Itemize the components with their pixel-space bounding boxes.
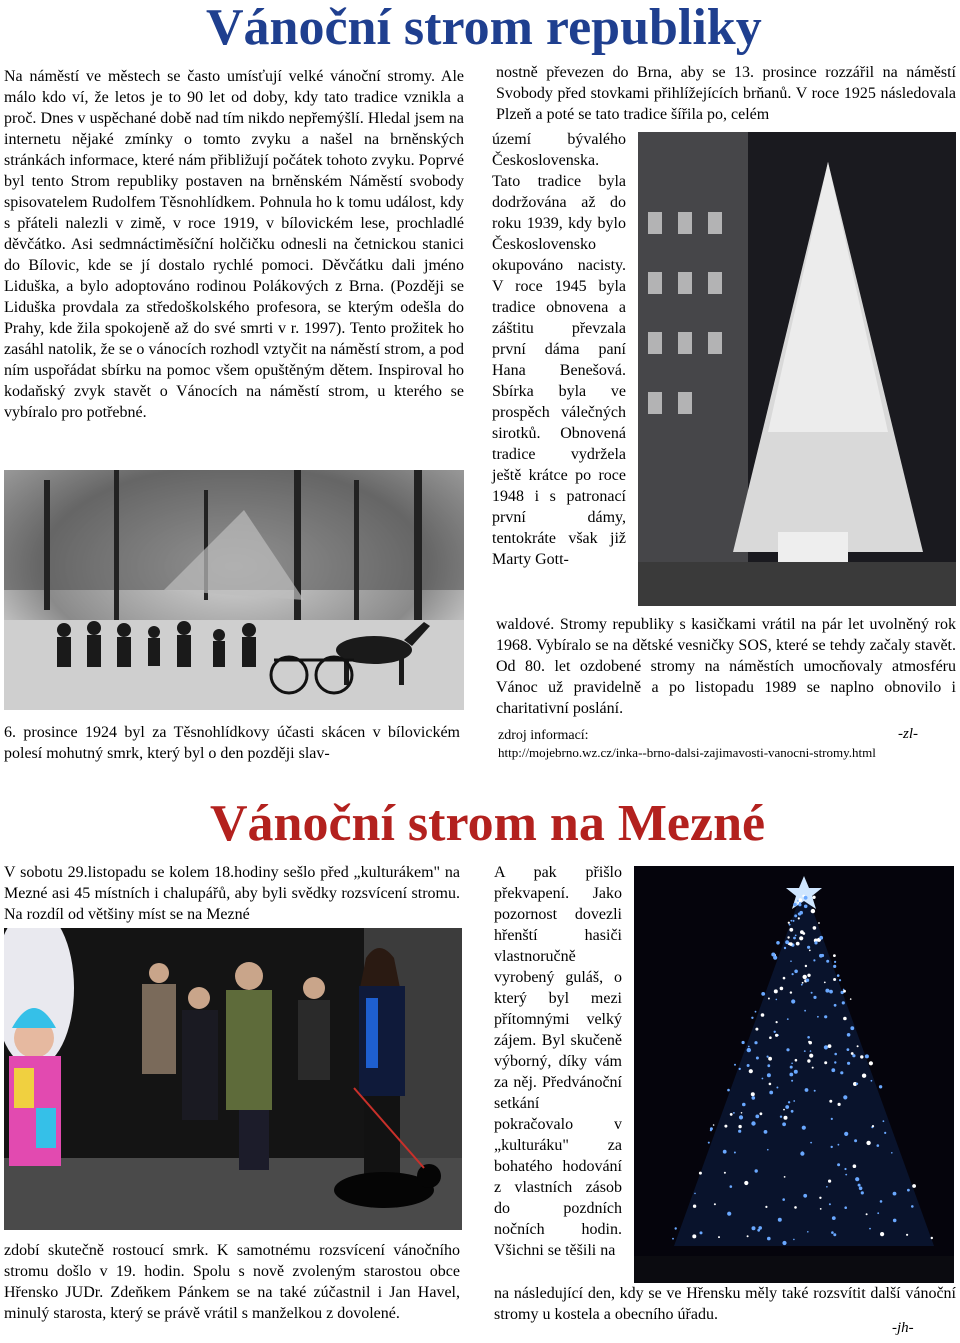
article2-title: Vánoční strom na Mezné — [210, 795, 766, 852]
article2-col1-text: V sobotu 29.listopadu se kolem 18.hodiny sešlo před „kulturákem" na Mezné asi 45 místních i chalupářů, aby byli svědky rozsvícení stromu. Na rozdíl od většiny míst se na Mezné — [4, 864, 460, 923]
article1-title: Vánoční strom republiky — [206, 0, 762, 56]
article2-col1-bottom-text: zdobí skutečně rostoucí smrk. K samotnému rozsvícení vánočního stromu došlo v 19. hodin. Spolu s nově zvoleným starostou obce Hřensko JUDr. Zdeňkem Pánkem se na také zúčastnil i Jan Havel, minulý starosta, který se právě vrátil s manželkou z dovolené. — [4, 1242, 460, 1322]
mezna-christmas-tree-photo — [634, 866, 954, 1283]
article2-col2-bottom-text: na následující den, kdy se ve Hřensku měly také rozsvítit další vánoční stromy u kostela a obecního úřadu. — [494, 1285, 956, 1323]
article1-col2-narrow-text: území bývalého Československa. Tato tradice byla dodržována až do roku 1939, kdy bylo Československo okupováno nacisty. V roce 1945 byla tradice obnovena a záštitu převzala první dáma paní Hana Benešová. Sbírka byla ve prospěch válečných sirotků. Obnovená tradice vydržela ještě krátce po roce 1948 i s patronací první dámy, tentokráte však již Marty Gott- — [492, 131, 626, 568]
article2-col2-narrow-text: A pak přišlo překvapení. Jako pozornost dovezli hřenští hasiči vlastnoručně vyrobený guláš, o který byl mezi přítomnými velký zájem. Byl skučeně výborný, díky vám za něj. Předvánoční setkání pokračovalo v „kulturáku" za bohatého hodování z vlastních zásob do pozdních nočních hodin. Všichni se těšili na — [494, 864, 622, 1259]
mezna-group-photo — [4, 928, 462, 1230]
article1-col2-bottom-text: waldové. Stromy republiky s kasičkami vrátil na pár let uvolněný rok 1968. Vybíralo se na dětské vesničky SOS, které se tehdy začaly stavět. Od 80. let ozdobené stromy na náměstích umocňovaly atmosféru Vánoc už pravidelně a po listopadu 1989 se naplno obnovilo i charitativní poslání. — [496, 616, 956, 717]
historic-forest-photo — [4, 470, 464, 710]
article1-source-link[interactable]: http://mojebrno.wz.cz/inka--brno-dalsi-zajimavosti-vanocni-stromy.html — [498, 745, 876, 760]
tree-of-republic-photo — [638, 132, 956, 606]
article2-author: -jh- — [892, 1320, 914, 1336]
article1-author: -zl- — [898, 726, 918, 742]
article1-col1-bottom-text: 6. prosince 1924 byl za Těsnohlídkovy účasti skácen v bílovickém polesí mohutný smrk, který byl o den později slav- — [4, 724, 460, 762]
article1-col1-text: Na náměstí ve městech se často umísťují velké vánoční stromy. Ale málo kdo ví, že letos je to 90 let od doby, kdy tato tradice vznikla a proč. Dnes v uspěchané době nad tím nikdo nepřemýšlí. Hledal jsem na internetu nějaké zmínky o tomto zvyku a našel na brněnských stránkách informace, které nám přibližují počátek tohoto zvyku. Poprvé byl tento Strom republiky postaven na brněnském Náměstí svobody spisovatelem Rudolfem Těsnohlídkem. Pohnula ho k tomu událost, kdy s přáteli nalezli v zimě, v roce 1919, v bílovickém lese, prochladlé děvčátko. Asi sedmnáctiměsíční holčičku odnesli na četnickou stanici do Bílovic, kde se jí dostalo rychlé pomoci. Děvčátku dali jméno Liduška, a bylo adoptováno rodinou Polákových z Brna. (Později se Liduška provdala za středoškolského profesora, se kterým odešla do Prahy, kde žila spokojeně až do své smrti v r. 1997). Tento prožitek ho zasáhl natolik, že se o vánocích rozhodl vztyčit na náměstí strom, a pod ním uspořádat sbírku na pomoc všem opuštěným dětem. Inspiroval ho kodaňský zvyk stavět o Vánocích na náměstí strom, u kterého se vybíralo pro potřebné. — [4, 68, 464, 421]
article1-col2-top-text: nostně převezen do Brna, aby se 13. prosince rozzářil na náměstí Svobody před stovkami přihlížejících brňanů. V roce 1925 následovala Plzeň a poté se tato tradice šířila po, celém — [496, 64, 956, 123]
article1-source-label: zdroj informací: — [498, 728, 589, 743]
